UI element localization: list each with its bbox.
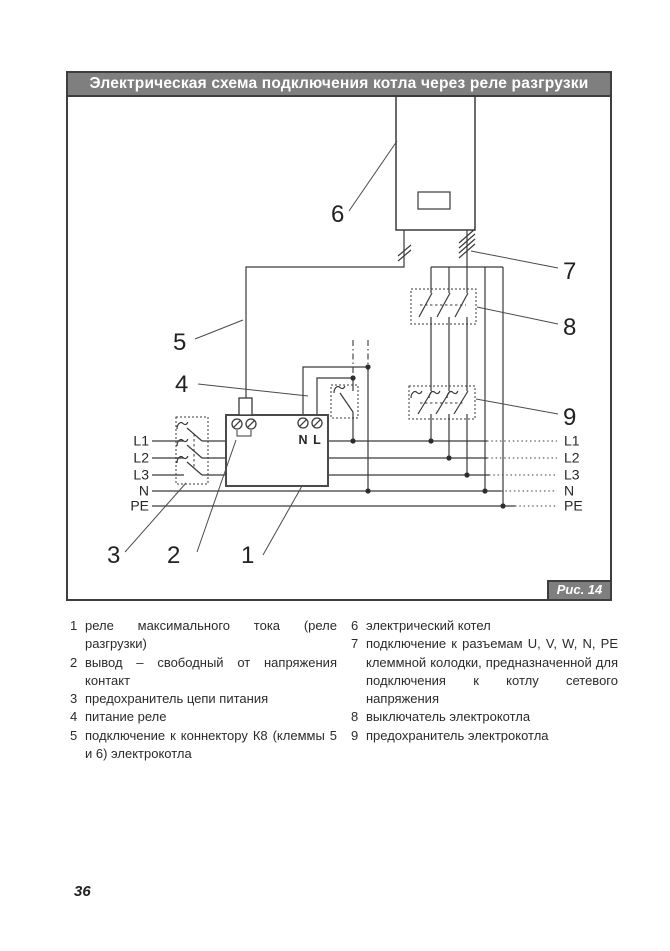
junction-dots	[350, 364, 505, 508]
legend-item	[70, 727, 337, 764]
bus-labels-left	[130, 433, 149, 514]
boiler-display	[418, 192, 450, 209]
legend-column-right	[351, 617, 618, 763]
boiler-fuse	[409, 386, 475, 419]
legend-item	[351, 727, 618, 745]
callout-4: 4	[175, 371, 189, 398]
relay-coil-connector	[239, 398, 252, 415]
bus-label-right-l3: L3	[564, 466, 580, 483]
legend-item-number: 1	[70, 618, 78, 633]
legend	[70, 617, 618, 763]
legend-item-text: предохранитель цепи питания	[85, 691, 269, 707]
bus-label-left-l3: L3	[133, 466, 149, 483]
legend-item-text: выключатель электрокотла	[366, 709, 531, 725]
figure-label: Рис. 14	[547, 580, 610, 599]
bus-lines	[152, 441, 557, 506]
callout-8: 8	[563, 314, 577, 341]
legend-column-left	[70, 617, 337, 763]
bus-label-left-n: N	[138, 482, 149, 499]
boiler-breaker	[411, 289, 476, 324]
callout-9: 9	[563, 404, 577, 431]
legend-item-text: вывод – свободный от напряжения контакт	[85, 654, 337, 688]
page-number: 36	[74, 883, 91, 900]
legend-item	[70, 708, 337, 726]
bus-labels-right	[564, 433, 583, 514]
legend-item-number: 7	[351, 636, 359, 652]
bus-label-right-l1: L1	[564, 432, 580, 449]
legend-item-text: подключение к коннектору К8 (клеммы 5 и 6) электрокотла	[85, 727, 337, 762]
legend-item-text: реле максимального тока (реле разгрузки)	[85, 618, 337, 652]
legend-item	[70, 617, 337, 654]
bus-label-right-n: N	[564, 482, 575, 499]
legend-item	[351, 635, 618, 708]
legend-item-number: 5	[70, 727, 78, 743]
callout-3: 3	[107, 542, 121, 569]
legend-item-number: 4	[70, 709, 78, 725]
legend-item-text: предохранитель электрокотла	[366, 727, 549, 743]
legend-item-number: 8	[351, 709, 359, 725]
bus-label-right-pe: PE	[564, 497, 583, 514]
legend-item-text: электрический котел	[366, 618, 491, 633]
callout-6: 6	[331, 201, 345, 228]
legend-item	[351, 708, 618, 726]
legend-item	[70, 690, 337, 708]
legend-item	[351, 617, 618, 635]
callout-2: 2	[167, 542, 181, 569]
bus-label-left-l1: L1	[133, 432, 149, 449]
relay-supply-fuse	[331, 385, 358, 418]
legend-item-text: подключение к разъемам U, V, W, N, PE клеммной колодки, предназначенной для подключения к котлу сетевого напряжения	[366, 636, 618, 707]
callout-5: 5	[173, 329, 187, 356]
legend-item-text: питание реле	[85, 709, 167, 725]
relay-terminal-label-l: L	[313, 433, 321, 447]
bus-label-left-pe: PE	[130, 497, 149, 514]
relay-coil-cable	[246, 230, 411, 398]
load-relay	[226, 398, 328, 486]
mains-cable	[431, 229, 503, 506]
legend-item-number: 9	[351, 727, 359, 743]
legend-item-number: 3	[70, 691, 78, 707]
callout-numbers	[107, 201, 576, 569]
legend-item-number: 2	[70, 654, 78, 670]
bus-label-left-l2: L2	[133, 449, 149, 466]
diagram-title: Электрическая схема подключения котла через реле разгрузки	[68, 73, 610, 97]
callout-7: 7	[563, 258, 577, 285]
supply-fuse	[176, 417, 208, 484]
legend-item	[70, 654, 337, 691]
relay-terminal-label-n: N	[298, 433, 308, 447]
callout-1: 1	[241, 542, 255, 569]
bus-label-right-l2: L2	[564, 449, 580, 466]
boiler-symbol	[396, 96, 475, 230]
legend-item-number: 6	[351, 618, 359, 633]
